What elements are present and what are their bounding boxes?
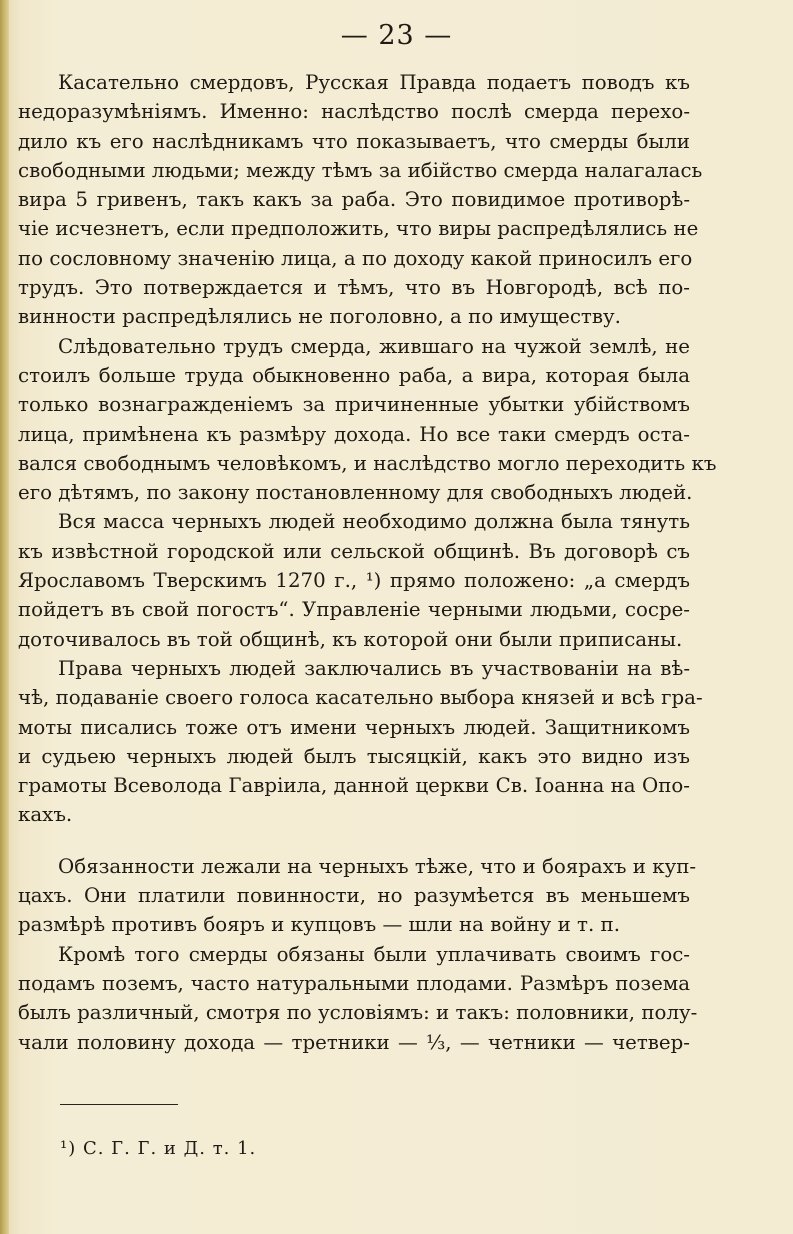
text-line: чали половину дохода — третники — ⅓, — четники — четвер- — [18, 1030, 690, 1054]
body-text — [18, 68, 717, 1057]
paragraph-2 — [18, 332, 717, 508]
footnote: ¹) С. Г. Г. и Д. т. 1. — [60, 1138, 257, 1159]
paragraph-6 — [18, 940, 698, 1057]
text-line: доточивалось въ той общинѣ, къ которой они были приписаны. — [18, 627, 683, 651]
text-line: Касательно смердовъ, Русская Правда подаетъ поводъ къ — [58, 71, 690, 94]
text-line: вира 5 гривенъ, такъ какъ за раба. Это повидимое противорѣ- — [18, 188, 690, 212]
text-line: моты писались тоже отъ имени черныхъ людей. Защитникомъ — [18, 715, 690, 739]
paragraph-gap — [18, 830, 690, 852]
text-line: свободными людьми; между тѣмъ за ибійство смерда налагалась — [18, 158, 703, 182]
text-line: пойдетъ въ свой погостъ“. Управленіе черными людьми, сосре- — [18, 598, 690, 622]
paragraph-4 — [18, 654, 703, 830]
text-line: Права черныхъ людей заключались въ участвованіи на вѣ- — [58, 656, 690, 680]
text-line: только вознагражденіемъ за причиненные убытки убійствомъ — [18, 393, 690, 417]
page-number: — 23 — — [340, 20, 453, 51]
footnote-divider — [60, 1104, 178, 1105]
paragraph-3 — [18, 507, 690, 653]
text-line: дило къ его наслѣдникамъ что показываетъ, что смерды были — [18, 129, 690, 153]
text-line: его дѣтямъ, по закону постановленному для свободныхъ людей. — [18, 481, 693, 505]
text-line: размѣрѣ противъ бояръ и купцовъ — шли на войну и т. п. — [18, 913, 621, 937]
text-line: Ярославомъ Тверскимъ 1270 г., ¹) прямо положено: „а смердъ — [18, 569, 690, 593]
text-line: чѣ, подаваніе своего голоса касательно выбора князей и всѣ гра- — [18, 686, 703, 710]
text-line: Обязанности лежали на черныхъ тѣже, что и боярахъ и куп- — [58, 854, 697, 878]
text-line: стоилъ больше труда обыкновенно раба, а вира, которая была — [18, 363, 690, 387]
text-line: недоразумѣніямъ. Именно: наслѣдство послѣ смерда перехо- — [18, 100, 690, 124]
text-line: Вся масса черныхъ людей необходимо должна была тянуть — [58, 510, 690, 534]
text-line: цахъ. Они платили повинности, но разумѣется въ меньшемъ — [18, 884, 690, 908]
text-line: былъ различный, смотря по условіямъ: и такъ: половники, полу- — [18, 1001, 698, 1025]
text-line: грамоты Всеволода Гавріила, данной церкви Св. Іоанна на Опо- — [18, 774, 690, 798]
paragraph-5 — [18, 852, 697, 940]
text-line: и судьею черныхъ людей былъ тысяцкій, какъ это видно изъ — [18, 744, 690, 768]
text-line: кахъ. — [18, 803, 73, 827]
text-line: по сословному значенію лица, а по доходу какой приносилъ его — [18, 246, 693, 270]
text-line: чіе исчезнетъ, если предположить, что виры распредѣлялись не — [18, 217, 699, 241]
text-line: Слѣдовательно трудъ смерда, жившаго на чужой землѣ, не — [58, 334, 690, 358]
text-line: лица, примѣнена къ размѣру дохода. Но все таки смердъ оста- — [18, 422, 690, 446]
text-line: подамъ поземъ, часто натуральными плодами. Размѣръ позема — [18, 971, 690, 995]
page-spine-edge — [0, 0, 9, 1234]
text-line: винности распредѣлялись не поголовно, а по имуществу. — [18, 305, 621, 329]
text-line: къ извѣстной городской или сельской общинѣ. Въ договорѣ съ — [18, 539, 690, 563]
text-line: вался свободнымъ человѣкомъ, и наслѣдство могло переходить къ — [18, 451, 717, 475]
text-line: трудъ. Это потверждается и тѣмъ, что въ Новгородѣ, всѣ по- — [18, 276, 690, 300]
paragraph-1 — [18, 68, 703, 332]
text-line: Кромѣ того смерды обязаны были уплачивать своимъ гос- — [58, 942, 690, 966]
